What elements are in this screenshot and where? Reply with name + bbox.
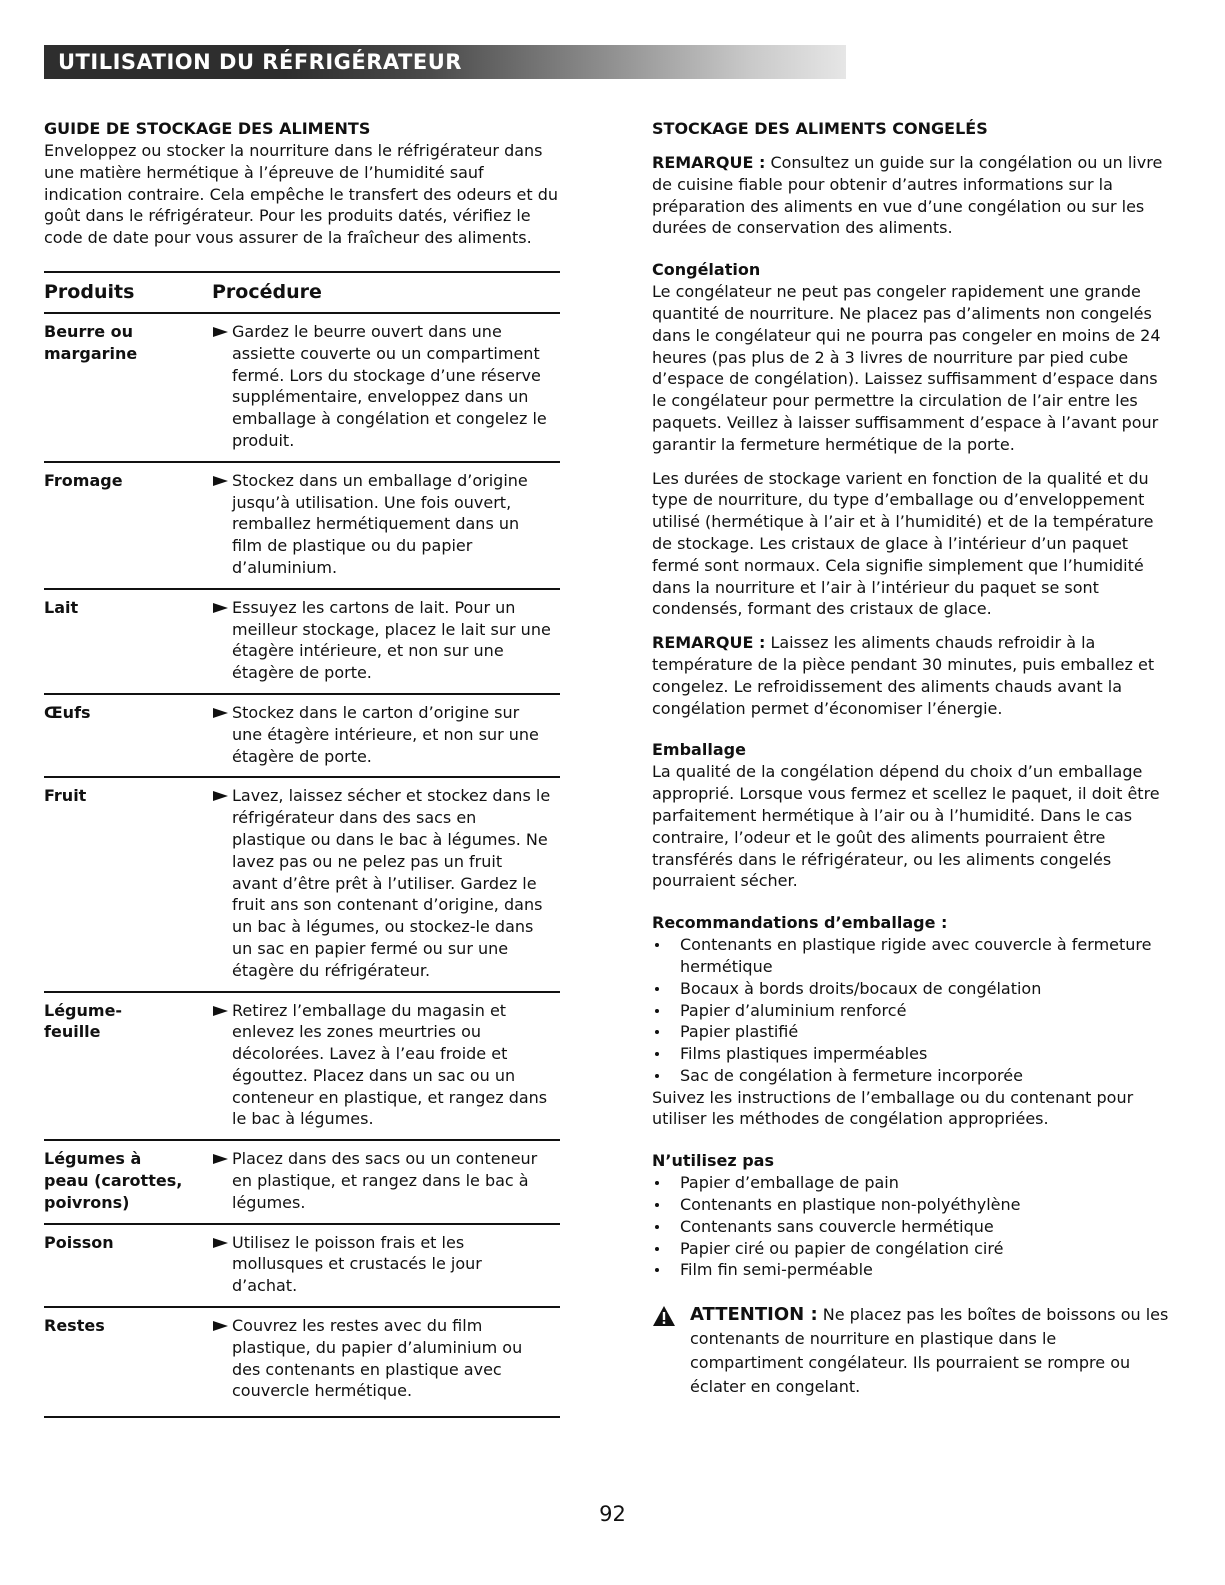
product-name: Fruit xyxy=(44,786,87,806)
procedure-cell xyxy=(212,1000,552,1131)
congelation-heading: Congélation xyxy=(652,260,761,280)
remark-label-2: REMARQUE : xyxy=(652,633,766,653)
attention-text: Ne placez pas les boîtes de boissons ou les contenants de nourriture en plastique dans le compartiment congélateur. Ils pourraient se rompre ou éclater en congelant. xyxy=(690,1305,1169,1397)
product-name: Poisson xyxy=(44,1232,114,1252)
nutilisez-pas-heading: N’utilisez pas xyxy=(652,1151,774,1171)
procedure-text: Utilisez le poisson frais et les mollusques et crustacés le jour d’achat. xyxy=(232,1232,482,1296)
table-row xyxy=(44,463,560,590)
food-storage-guide-title: GUIDE DE STOCKAGE DES ALIMENTS xyxy=(44,119,371,138)
column-header-procedure: Procédure xyxy=(212,280,322,303)
storage-table xyxy=(44,271,560,1418)
recommandations-heading: Recommandations d’emballage : xyxy=(652,913,948,933)
procedure-text: Stockez dans un emballage d’origine jusqu’à utilisation. Une fois ouvert, remballez hermétiquement dans un film de plastique ou du papier d’aluminium. xyxy=(232,470,528,577)
table-row xyxy=(44,778,560,992)
left-column xyxy=(44,118,560,1418)
procedure-cell xyxy=(212,1232,552,1297)
arrow-bullet-icon xyxy=(212,597,232,684)
product-name: Œufs xyxy=(44,702,91,722)
procedure-cell xyxy=(212,470,552,579)
procedure-cell xyxy=(212,1148,552,1213)
remark-label-1: REMARQUE : xyxy=(652,153,766,172)
procedure-cell xyxy=(212,597,552,684)
procedure-text: Gardez le beurre ouvert dans une assiette couverte ou un compartiment fermé. Lors du stockage d’une réserve supplémentaire, enveloppez dans un emballage à congélation et congelez le produit. xyxy=(232,321,547,450)
arrow-bullet-icon xyxy=(212,702,232,767)
frozen-storage-title: STOCKAGE DES ALIMENTS CONGELÉS xyxy=(652,119,988,138)
recommandation-item: Contenants en plastique rigide avec couvercle à fermeture hermétique xyxy=(652,934,1172,978)
emballage-paragraph: La qualité de la congélation dépend du choix d’un emballage approprié. Lorsque vous fermez et scellez le paquet, il doit être parfaitement hermétique à l’air ou à l’humidité. Dans le cas contraire, l’odeur et le goût des aliments pourraient être transférés dans le réfrigérateur, ou les aliments congelés pourraient sécher. xyxy=(652,762,1160,891)
storage-table-header xyxy=(44,271,560,314)
table-row xyxy=(44,993,560,1142)
recommandations-list xyxy=(652,934,1172,1087)
product-name: Fromage xyxy=(44,470,123,490)
product-name: Légume- feuille xyxy=(44,1000,123,1042)
remark-paragraph-2 xyxy=(652,632,1172,719)
procedure-text: Retirez l’emballage du magasin et enlevez les zones meurtries ou décolorées. Lavez à l’eau froide et égouttez. Placez dans un sac ou un conteneur en plastique, et rangez dans le bac à légumes. xyxy=(232,1000,548,1129)
product-name: Légumes à peau (carottes, poivrons) xyxy=(44,1149,183,1212)
nutilisez-pas-item: Papier ciré ou papier de congélation ciré xyxy=(652,1238,1172,1260)
arrow-bullet-icon xyxy=(212,1000,232,1131)
nutilisez-pas-item: Contenants sans couvercle hermétique xyxy=(652,1216,1172,1238)
table-row xyxy=(44,590,560,695)
emballage-heading: Emballage xyxy=(652,740,746,760)
arrow-bullet-icon xyxy=(212,1148,232,1213)
nutilisez-pas-item: Contenants en plastique non-polyéthylène xyxy=(652,1194,1172,1216)
storage-table-body xyxy=(44,314,560,1418)
attention-block xyxy=(652,1303,1172,1399)
arrow-bullet-icon xyxy=(212,1315,232,1402)
recommandation-item: Bocaux à bords droits/bocaux de congélation xyxy=(652,978,1172,1000)
congelation-paragraph-1: Le congélateur ne peut pas congeler rapidement une grande quantité de nourriture. Ne placez pas d’aliments non congelés dans le congélateur qui ne pourra pas congeler en moins de 24 heures (pas plus de 2 à 3 livres de nourriture par pied cube d’espace de congélation). Laissez suffisamment d’espace dans le congélateur pour permettre la circulation de l’air entre les paquets. Veillez à laisser suffisamment d’espace à l’avant pour garantir la fermeture hermétique de la porte. xyxy=(652,282,1161,454)
procedure-cell xyxy=(212,321,552,452)
recommandation-item: Sac de congélation à fermeture incorporée xyxy=(652,1065,1172,1087)
table-row xyxy=(44,1225,560,1308)
congelation-paragraph-2: Les durées de stockage varient en fonction de la qualité et du type de nourriture, du type d’emballage ou d’enveloppement utilisé (hermétique à l’air et à l’humidité) et de la température de stockage. Les cristaux de glace à l’intérieur d’un paquet fermé sont normaux. Cela signifie simplement que l’humidité dans la nourriture et l’air à l’intérieur du paquet se sont condensés, formant des cristaux de glace. xyxy=(652,468,1154,619)
nutilisez-pas-item: Film fin semi-perméable xyxy=(652,1259,1172,1281)
procedure-text: Essuyez les cartons de lait. Pour un meilleur stockage, placez le lait sur une étagère intérieure, et non sur une étagère de porte. xyxy=(232,597,551,683)
table-row xyxy=(44,695,560,778)
recommandations-after-paragraph: Suivez les instructions de l’emballage ou du contenant pour utiliser les méthodes de congélation appropriées. xyxy=(652,1087,1134,1129)
recommandation-item: Papier plastifié xyxy=(652,1021,1172,1043)
arrow-bullet-icon xyxy=(212,470,232,579)
arrow-bullet-icon xyxy=(212,785,232,981)
procedure-cell xyxy=(212,785,552,981)
procedure-cell xyxy=(212,702,552,767)
warning-icon xyxy=(652,1305,676,1327)
column-header-products: Produits xyxy=(44,280,135,303)
page-number: 92 xyxy=(599,1502,626,1526)
arrow-bullet-icon xyxy=(212,321,232,452)
table-row xyxy=(44,1308,560,1418)
remark-text-1: Consultez un guide sur la congélation ou un livre de cuisine fiable pour obtenir d’autres informations sur la préparation des aliments en vue d’une congélation ou sur les durées de conservation des aliments. xyxy=(652,153,1163,238)
table-row xyxy=(44,1141,560,1224)
procedure-text: Stockez dans le carton d’origine sur une étagère intérieure, et non sur une étagère de porte. xyxy=(232,702,539,766)
page-header-title: UTILISATION DU RÉFRIGÉRATEUR xyxy=(58,50,462,74)
attention-paragraph xyxy=(690,1303,1172,1399)
arrow-bullet-icon xyxy=(212,1232,232,1297)
product-name: Restes xyxy=(44,1316,105,1336)
food-storage-intro: Enveloppez ou stocker la nourriture dans le réfrigérateur dans une matière hermétique à l’épreuve de l’humidité sauf indication contraire. Cela empêche le transfert des odeurs et du goût dans le réfrigérateur. Pour les produits datés, vérifiez le code de date pour vous assurer de la fraîcheur des aliments. xyxy=(44,141,559,248)
procedure-text: Couvrez les restes avec du film plastique, du papier d’aluminium ou des contenants en plastique avec couvercle hermétique. xyxy=(232,1316,523,1401)
product-name: Lait xyxy=(44,597,79,617)
remark-paragraph-1 xyxy=(652,152,1172,239)
procedure-text: Lavez, laissez sécher et stockez dans le réfrigérateur dans des sacs en plastique ou dans le bac à légumes. Ne lavez pas ou ne pelez pas un fruit avant d’être prêt à l’utiliser. Gardez le fruit ans son contenant d’origine, dans un bac à légumes, ou stockez-le dans un sac en papier fermé ou sur une étagère du réfrigérateur. xyxy=(232,786,551,980)
table-row xyxy=(44,314,560,463)
recommandation-item: Papier d’aluminium renforcé xyxy=(652,1000,1172,1022)
procedure-cell xyxy=(212,1315,552,1402)
procedure-text: Placez dans des sacs ou un conteneur en plastique, et rangez dans le bac à légumes. xyxy=(232,1149,538,1212)
nutilisez-pas-item: Papier d’emballage de pain xyxy=(652,1172,1172,1194)
remark-text-2: Laissez les aliments chauds refroidir à la température de la pièce pendant 30 minutes, puis emballez et congelez. Le refroidissement des aliments chauds avant la congélation permet d’économiser l’énergie. xyxy=(652,633,1155,718)
nutilisez-pas-list xyxy=(652,1172,1172,1281)
recommandation-item: Films plastiques imperméables xyxy=(652,1043,1172,1065)
attention-label: ATTENTION : xyxy=(690,1304,818,1326)
product-name: Beurre ou margarine xyxy=(44,321,138,363)
right-column xyxy=(652,118,1172,1399)
